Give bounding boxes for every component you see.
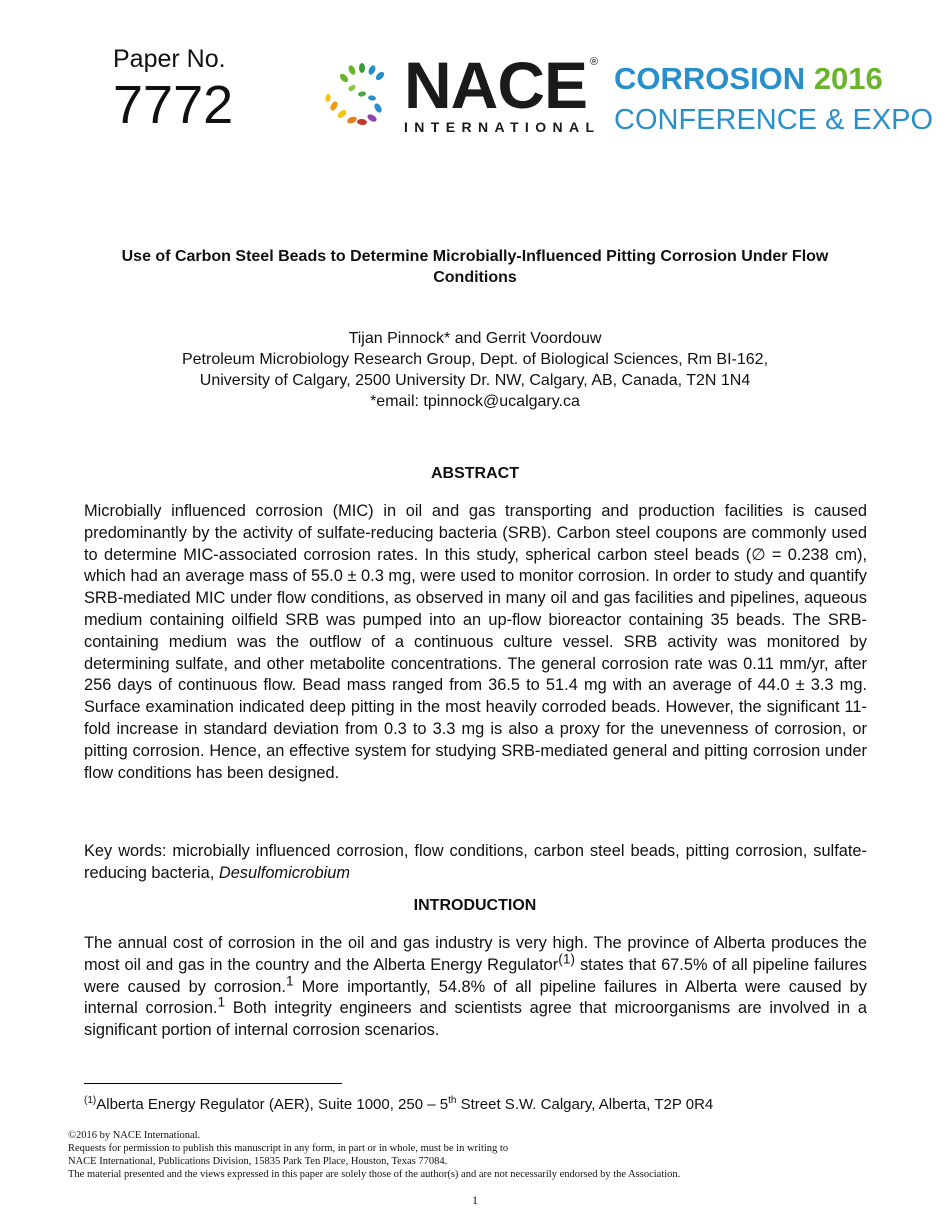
paper-number-label: Paper No. <box>113 45 226 73</box>
nace-logo-text: NACE <box>404 48 588 122</box>
intro-part-1: The annual cost of corrosion in the oil and gas industry is very high. The province of Alberta produces the most oil and gas in the country and the Alberta Energy Regulator <box>84 934 867 974</box>
registered-mark: ® <box>590 56 599 68</box>
footnote-text: Alberta Energy Regulator (AER), Suite 1000, 250 – 5 <box>96 1096 449 1113</box>
abstract-text: Microbially influenced corrosion (MIC) in oil and gas transporting and production facilities is caused predominantly by the activity of sulfate-reducing bacteria (SRB). Carbon steel coupons are commonly used to determine MIC-associated corrosion rates. In this study, spherical carbon steel beads (∅ = 0.238 cm), which had an average mass of 55.0 ± 0.3 mg, were used to monitor corrosion. In order to study and quantify SRB-mediated MIC under flow conditions, as observed in many oil and gas facilities and pipelines, aqueous medium containing oilfield SRB was pumped into an up-flow bioreactor containing 35 beads. The SRB-containing medium was the outflow of a continuous culture vessel. SRB activity was monitored by determining sulfate, and other metabolite concentrations. The general corrosion rate was 0.11 mm/yr, after 256 days of continuous flow. Bead mass ranged from 36.5 to 51.4 mg with an average of 44.0 ± 3.3 mg. Surface examination indicated deep pitting in the most heavily corroded beads. However, the significant 11-fold increase in standard deviation from 0.3 to 3.3 mg is also a proxy for the unevenness of corrosion, or pitting corrosion. Hence, an effective system for studying SRB-mediated general and pitting corrosion under flow conditions has been designed. <box>84 502 867 782</box>
paper-number: 7772 <box>113 75 234 135</box>
copyright-line: The material presented and the views expressed in this paper are solely those of the author(s) and are not necessarily endorsed by the Association. <box>68 1169 681 1180</box>
citation-ref: 1 <box>217 994 226 1010</box>
footnote-marker: (1) <box>84 1095 97 1106</box>
conference-subtitle: CONFERENCE & EXPO <box>614 104 934 136</box>
footnote-superscript: th <box>448 1095 457 1106</box>
abstract-heading: ABSTRACT <box>431 465 519 482</box>
copyright-line: NACE International, Publications Division, 15835 Park Ten Place, Houston, Texas 77084. <box>68 1156 448 1167</box>
nace-logo-subtext: INTERNATIONAL <box>404 119 601 135</box>
keywords-text: Key words: microbially influenced corrosion, flow conditions, carbon steel beads, pitting corrosion, sulfate-reducing bacteria, <box>84 842 867 882</box>
introduction-text <box>84 933 867 1042</box>
copyright-line: Requests for permission to publish this manuscript in any form, in part or in whole, must be in writing to <box>68 1143 509 1154</box>
footnote <box>84 1096 713 1113</box>
page-number: 1 <box>472 1193 478 1207</box>
intro-part-2: states that 67.5% of all pipeline failures were caused by corrosion. <box>84 955 867 996</box>
footnote-ref: (1) <box>558 951 575 967</box>
citation-ref: 1 <box>285 973 294 989</box>
author-names: Tijan Pinnock* and Gerrit Voordouw <box>348 330 602 347</box>
conference-title <box>614 62 883 96</box>
author-email: *email: tpinnock@ucalgary.ca <box>370 393 580 410</box>
author-block <box>80 328 870 412</box>
conference-corrosion: CORROSION <box>614 61 806 96</box>
introduction-heading: INTRODUCTION <box>413 897 537 914</box>
author-affiliation: Petroleum Microbiology Research Group, Dept. of Biological Sciences, Rm BI-162, <box>181 351 769 368</box>
intro-part-4: Both integrity engineers and scientists agree that microorganisms are involved in a significant portion of internal corrosion scenarios. <box>84 999 868 1040</box>
conference-year: 2016 <box>813 61 883 96</box>
keywords-italic: Desulfomicrobium <box>218 863 351 882</box>
intro-part-3: More importantly, 54.8% of all pipeline failures in Alberta were caused by internal corrosion. <box>84 977 867 1018</box>
footnote-text-end: Street S.W. Calgary, Alberta, T2P 0R4 <box>456 1096 714 1113</box>
keywords <box>84 841 867 885</box>
copyright-line: ©2016 by NACE International. <box>68 1130 201 1141</box>
footnote-divider <box>84 1083 342 1084</box>
paper-title: Use of Carbon Steel Beads to Determine Microbially-Influenced Pitting Corrosion Under Flow Conditions <box>121 248 829 286</box>
nace-logo-mark-icon <box>322 60 402 140</box>
copyright-notice <box>68 1129 680 1181</box>
author-address: University of Calgary, 2500 University Dr. NW, Calgary, AB, Canada, T2N 1N4 <box>199 372 751 389</box>
